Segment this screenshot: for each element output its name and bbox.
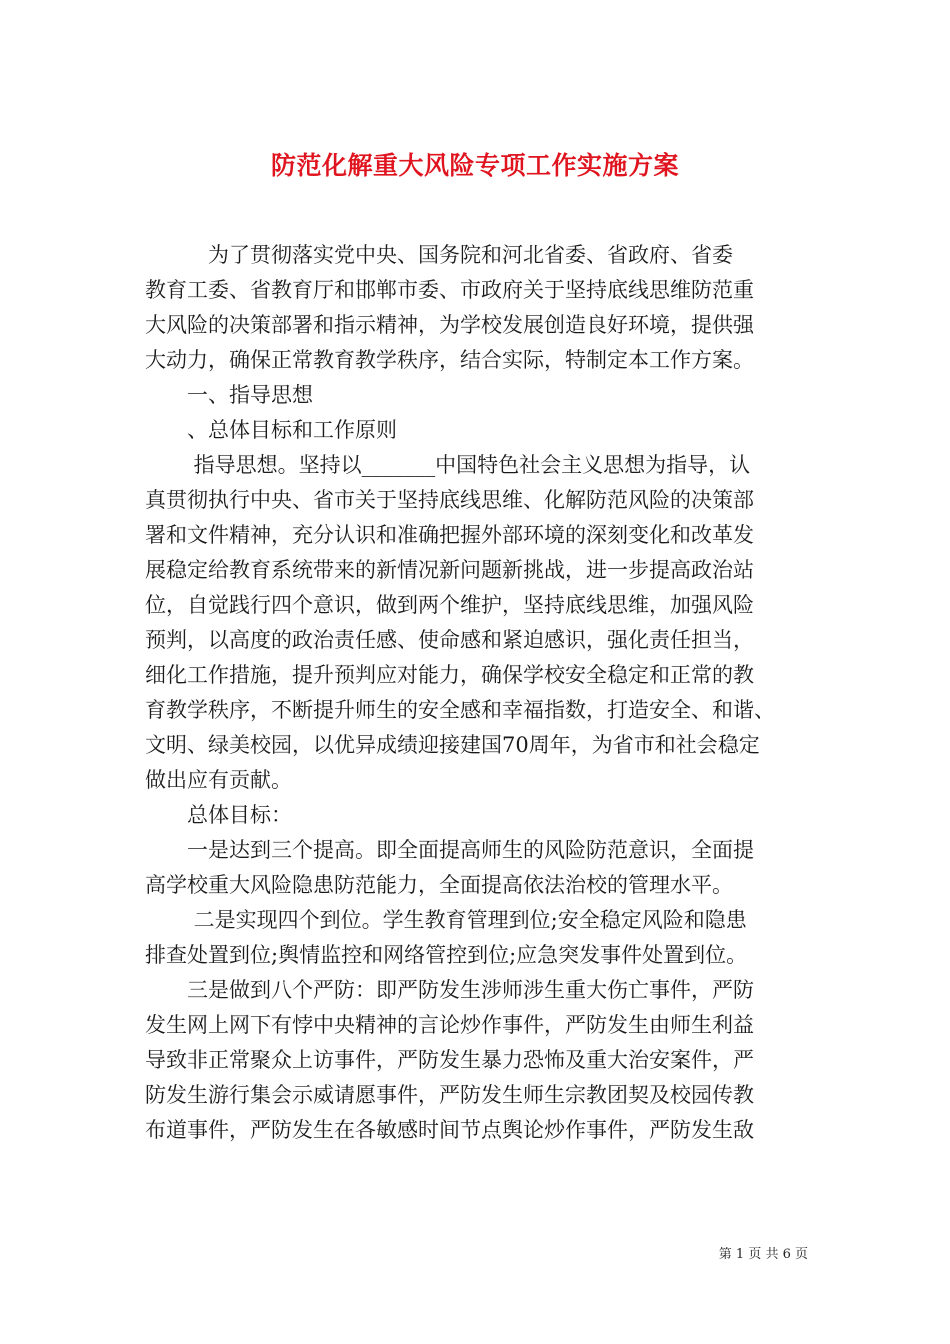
- body-line: 文明、绿美校园，以优异成绩迎接建国70周年，为省市和社会稳定: [145, 733, 760, 757]
- body-line: 布道事件，严防发生在各敏感时间节点舆论炒作事件，严防发生敌: [145, 1118, 754, 1142]
- body-line: 教育工委、省教育厅和邯郸市委、市政府关于坚持底线思维防范重: [145, 278, 754, 302]
- document-body: [145, 238, 815, 1148]
- body-line: 做出应有贡献。: [145, 768, 292, 792]
- body-line: 发生网上网下有悖中央精神的言论炒作事件，严防发生由师生利益: [145, 1013, 754, 1037]
- body-line: 一是达到三个提高。即全面提高师生的风险防范意识，全面提: [145, 838, 754, 862]
- body-line: 防发生游行集会示威请愿事件，严防发生师生宗教团契及校园传教: [145, 1083, 754, 1107]
- body-line: 育教学秩序，不断提升师生的安全感和幸福指数，打造安全、和谐、: [145, 698, 775, 722]
- section-heading: 一、指导思想: [145, 383, 313, 407]
- body-line: 排查处置到位;舆情监控和网络管控到位;应急突发事件处置到位。: [145, 943, 748, 967]
- body-line: 细化工作措施，提升预判应对能力，确保学校安全稳定和正常的教: [145, 663, 754, 687]
- body-line: 展稳定给教育系统带来的新情况新问题新挑战，进一步提高政治站: [145, 558, 754, 582]
- document-title: 防范化解重大风险专项工作实施方案: [270, 150, 679, 180]
- body-line: 位，自觉践行四个意识，做到两个维护，坚持底线思维，加强风险: [145, 593, 754, 617]
- body-line: 指导思想。坚持以_______中国特色社会主义思想为指导，认: [145, 453, 751, 477]
- section-heading: 、总体目标和工作原则: [145, 418, 397, 442]
- body-line: 三是做到八个严防：即严防发生涉师涉生重大伤亡事件，严防: [145, 978, 754, 1002]
- body-line: 真贯彻执行中央、省市关于坚持底线思维、化解防范风险的决策部: [145, 488, 754, 512]
- body-line: 为了贯彻落实党中央、国务院和河北省委、省政府、省委: [145, 243, 733, 267]
- body-line: 高学校重大风险隐患防范能力，全面提高依法治校的管理水平。: [145, 873, 733, 897]
- body-line: 导致非正常聚众上访事件，严防发生暴力恐怖及重大治安案件，严: [145, 1048, 754, 1072]
- body-line: 预判，以高度的政治责任感、使命感和紧迫感识，强化责任担当，: [145, 628, 754, 652]
- body-line: 大动力，确保正常教育教学秩序，结合实际，特制定本工作方案。: [145, 348, 754, 372]
- page-indicator: 第 1 页 共 6 页: [718, 1247, 808, 1262]
- body-line: 署和文件精神，充分认识和准确把握外部环境的深刻变化和改革发: [145, 523, 754, 547]
- body-line: 二是实现四个到位。学生教育管理到位;安全稳定风险和隐患: [145, 908, 747, 932]
- body-line: 总体目标：: [145, 803, 292, 827]
- body-line: 大风险的决策部署和指示精神，为学校发展创造良好环境，提供强: [145, 313, 754, 337]
